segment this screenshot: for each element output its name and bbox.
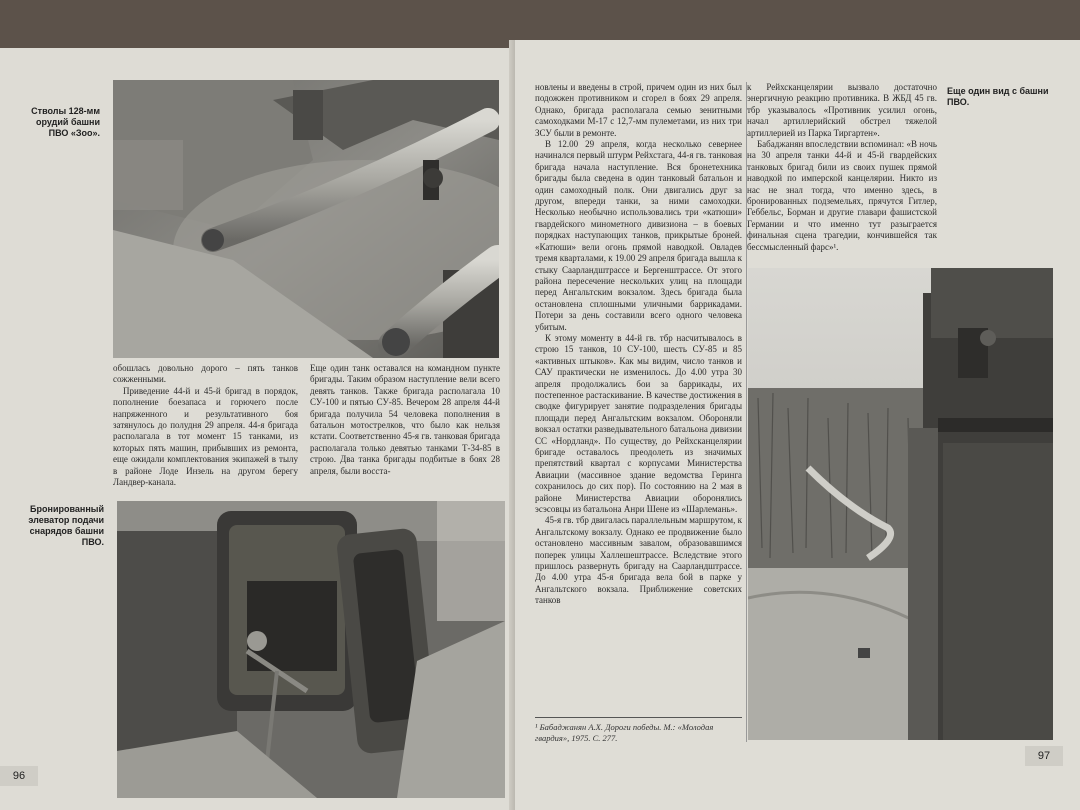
gun-barrels-image bbox=[113, 80, 499, 358]
paragraph: обошлась довольно дорого – пять танков сожженными. bbox=[113, 363, 298, 385]
paragraph: Приведение 44-й и 45-й бригад в порядок, пополнение боезапаса и горючего после напряженного и результативного боя затянулось до полудня 29 апреля. 44-я бригада располагала в тот момент 15 танками, из которых пять машин, прибывших из ремонта, еще ожидали комплектования экипажей в тылу в районе Лоде Инзель на другом берегу Ландвер-канала. bbox=[113, 385, 298, 488]
footnote: ¹ Бабаджанян А.Х. Дороги победы. М.: «Молодая гвардия», 1975. С. 277. bbox=[535, 722, 714, 743]
paragraph: Бабаджанян впоследствии вспоминал: «В ночь на 30 апреля танки 44-й и 45-й гвардейских танковых бригад били из своих пушек прямой наводкой по имперской канцелярии. Никто из нас не знал тогда, что именно здесь, в бронированных подземельях, прячутся Гитлер, Геббельс, Борман и другие главари фашистской Германии и что именно тут разыграется финальная сцена трагедии, кончившейся так бессмысленный фарс»¹. bbox=[747, 139, 937, 252]
page-number-left: 96 bbox=[0, 766, 38, 786]
photo-gun-barrels bbox=[113, 80, 499, 358]
right-text-column-1 bbox=[535, 82, 742, 742]
tower-view-image bbox=[748, 268, 1053, 740]
photo-caption-right: Еще один вид с башни ПВО. bbox=[947, 86, 1049, 107]
paragraph: к Рейхсканцелярии вызвало достаточно энергичную реакцию противника. В ЖБД 45 гв. тбр указывалось «Противник усилил огонь, начал артиллерийский обстрел тяжелой артиллерией из Парка Тиргартен». bbox=[747, 82, 937, 138]
footnote-rule bbox=[535, 717, 742, 718]
left-text-column-1 bbox=[113, 363, 298, 513]
photo-ammo-elevator bbox=[117, 501, 505, 798]
right-text-column-2 bbox=[747, 82, 937, 272]
page-number-right: 97 bbox=[1025, 746, 1063, 766]
left-text-column-2 bbox=[310, 363, 500, 513]
paragraph: новлены и введены в строй, причем один из них был подожжен противником и сгорел в боях 29 апреля. Однако, бригада располагала семью зенитными самоходками М-17 с 12,7-мм пулеметами, из них три ЗСУ были в ремонте. bbox=[535, 82, 742, 138]
left-page bbox=[0, 48, 515, 810]
photo-caption-top: Стволы 128-мм орудий башни ПВО «Зоо». bbox=[31, 106, 100, 138]
paragraph: 45-я гв. тбр двигалась параллельным маршрутом, к Ангальтскому вокзалу. Однако ее продвижение было остановлено массивным завалом, образовавшимся поперек улицы Халлешештрассе. Вследствие этого пришлось развернуть бригаду на Саарландштрассе. До 4.00 утра 45-я бригада вела бой в парке у Ангальтского вокзала. Приближение советских танков bbox=[535, 515, 742, 606]
ammo-elevator-image bbox=[117, 501, 505, 798]
right-page bbox=[515, 40, 1080, 810]
paragraph: В 12.00 29 апреля, когда несколько севернее начинался первый штурм Рейхстага, 44-я гв. танковая бригада начала наступление. Вся бронетехника бригады была сведена в один танковый батальон и один самоходный полк. Они двигались друг за другом, впереди танки, за ними самоходки. Несколько необычно использовались три «катюши» гвардейского минометного дивизиона – в боевых порядках наступающих танков, прикрытые броней. «Катюши» вели огонь прямой наводкой. Овладев тремя кварталами, к 19.00 29 апреля бригада вышла к стыку Саарландштрассе и Бергенштрассе. От этого района пересечение нескольких улиц на площади перед Ангальтским вокзалом. Здесь бригада была остановлена сплошными уличными баррикадами. Потери за день составили всего одного человека убитым. bbox=[535, 139, 742, 332]
paragraph: Еще один танк оставался на командном пункте бригады. Таким образом наступление вели всего девять танков. Также бригада располагала 10 СУ-100 и пятью СУ-85. Вечером 28 апреля 44-й бригада получила 54 человека пополнения в батальон мотострелков, что было как нельзя кстати. Соответственно 45-я гв. танковая бригада располагала только девятью танками Т-34-85 в строю. Два танка бригады подбитые в боях 28 апреля, были восста- bbox=[310, 363, 500, 476]
paragraph: К этому моменту в 44-й гв. тбр насчитывалось в строю 15 танков, 10 СУ-100, шесть СУ-85 и 85 «активных штыков». Как мы видим, число танков и САУ практически не изменилось. До 4.00 утра 30 апреля продолжались бои за баррикады, их постепенное растаскивание. В качестве достижения в сводке фигурирует занятие подразделения бригады площади перед Ангальтским вокзалом. Обороняли вокзал остатки разведывательного батальона дивизии СС «Нордланд». По существу, до Рейхсканцелярии бригаде оставалось преодолеть из значимых препятствий квартал с корпусами Министерства Авиации (массивное здание ведомства Геринга сохранилось до сих пор). По состоянию на 2 мая в районе Министерства Авиации оборонялись эсэсовцы из батальона Анри Шене из «Шарлемань». bbox=[535, 332, 742, 515]
photo-tower-view bbox=[748, 268, 1053, 740]
photo-caption-bottom: Бронированный элеватор подачи снарядов башни ПВО. bbox=[28, 504, 104, 547]
